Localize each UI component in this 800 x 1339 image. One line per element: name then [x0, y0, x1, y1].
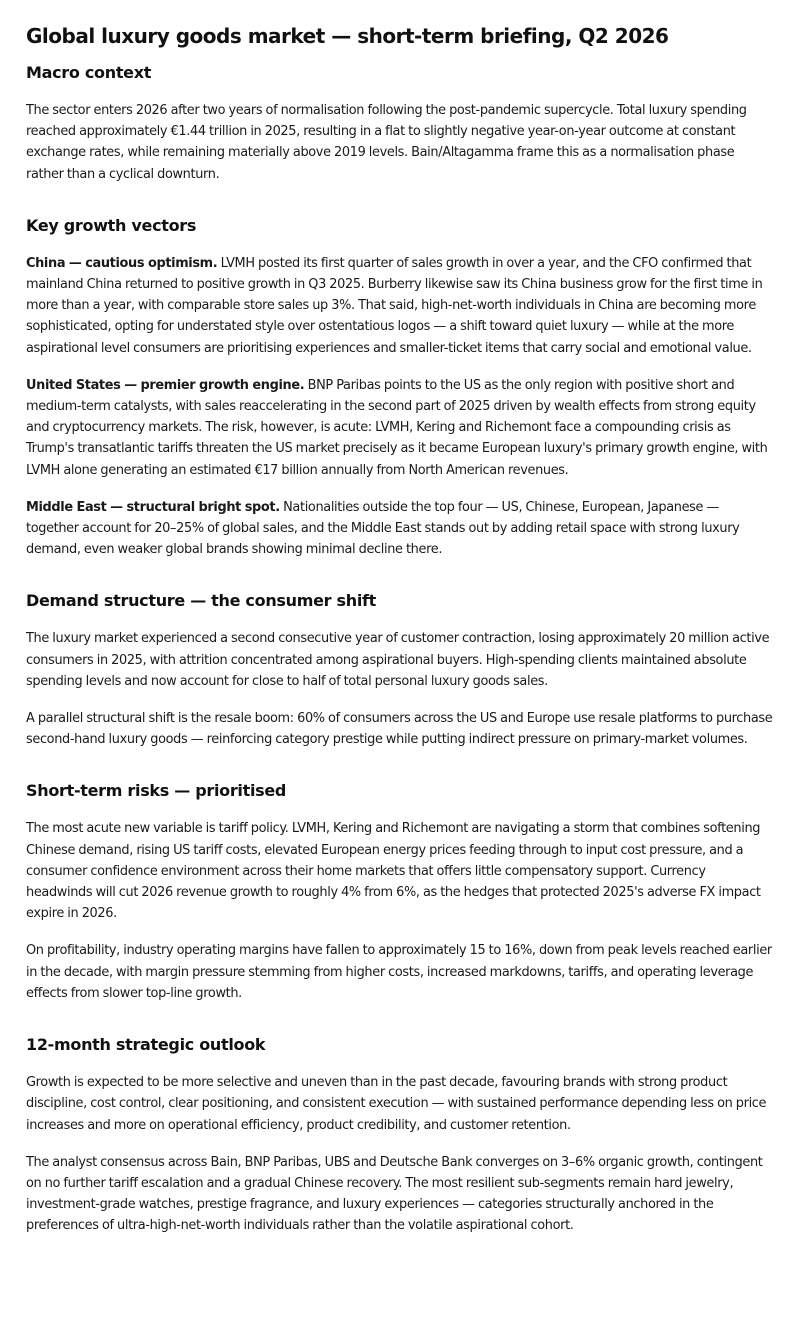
- section-heading-demand: Demand structure — the consumer shift: [26, 591, 377, 611]
- section-spacer: [26, 201, 774, 215]
- section-heading-outlook: 12-month strategic outlook: [26, 1035, 266, 1055]
- section-spacer: [26, 1020, 774, 1034]
- outlook-paragraph-2: The analyst consensus across Bain, BNP Paribas, UBS and Deutsche Bank converges on 3–6% organic growth, contingent on no further tariff escalation and a gradual Chinese recovery. The most resilient sub-segments remain hard jewelry, investment-grade watches, prestige fragrance, and luxury experiences — categories structurally anchored in the preferences of ultra-high-net-worth individuals rather than the volatile aspirational cohort.: [26, 1154, 763, 1234]
- us-lead: United States — premier growth engine.: [26, 377, 305, 393]
- section-spacer: [26, 766, 774, 780]
- section-heading-macro: Macro context: [26, 63, 152, 82]
- section-growth-vectors: [26, 215, 774, 561]
- section-macro-context: [26, 62, 774, 185]
- risks-paragraph-1: The most acute new variable is tariff policy. LVMH, Kering and Richemont are navigating a storm that combines softening Chinese demand, rising US tariff costs, elevated European energy prices feeding through to input cost pressure, and a consumer confidence environment across their home markets that offers little compensatory support. Currency headwinds will cut 2026 revenue growth to roughly 4% from 6%, as the hedges that protected 2025's adverse FX impact expire in 2026.: [26, 821, 761, 922]
- risks-paragraph-2: On profitability, industry operating margins have fallen to approximately 15 to 16%, down from peak levels reached earlier in the decade, with margin pressure stemming from higher costs, increased markdowns, tariffs, and operating leverage effects from slower top-line growth.: [26, 943, 772, 1001]
- growth-paragraph-china: [26, 253, 774, 359]
- demand-paragraph-1: The luxury market experienced a second consecutive year of customer contraction, losing approximately 20 million active consumers in 2025, with attrition concentrated among aspirational buyers. High-spending clients maintained absolute spending levels and now account for close to half of total personal luxury goods sales.: [26, 631, 770, 689]
- section-strategic-outlook: [26, 1034, 774, 1236]
- middle-east-lead: Middle East — structural bright spot.: [26, 499, 280, 515]
- macro-paragraph: The sector enters 2026 after two years of normalisation following the post-pandemic supercycle. Total luxury spending reached approximately €1.44 trillion in 2025, resulting in a flat to slightly negative year-on-year outcome at constant exchange rates, while remaining materially above 2019 levels. Bain/Altagamma frame this as a normalisation phase rather than a cyclical downturn.: [26, 103, 747, 182]
- outlook-paragraph-1: Growth is expected to be more selective and uneven than in the past decade, favouring brands with strong product discipline, cost control, clear positioning, and consistent execution — with sustained performance depending less on price increases and more on operational efficiency, product credibility, and customer retention.: [26, 1075, 767, 1133]
- section-spacer: [26, 576, 774, 590]
- section-short-term-risks: [26, 780, 774, 1004]
- section-demand-structure: [26, 590, 774, 750]
- growth-paragraph-us: [26, 375, 774, 481]
- china-lead: China — cautious optimism.: [26, 255, 218, 271]
- growth-paragraph-middle-east: [26, 497, 774, 561]
- middle-east-text: Nationalities outside the top four — US, Chinese, European, Japanese — together account for 20–25% of global sales, and the Middle East stands out by adding retail space with strong luxury demand, even weaker global brands showing minimal decline there.: [26, 499, 740, 558]
- demand-paragraph-2: A parallel structural shift is the resale boom: 60% of consumers across the US and Europe use resale platforms to purchase second-hand luxury goods — reinforcing category prestige while putting indirect pressure on primary-market volumes.: [26, 711, 773, 748]
- us-text: BNP Paribas points to the US as the only region with positive short and medium-term catalysts, with sales reaccelerating in the second part of 2025 driven by wealth effects from strong equity and cryptocurrency markets. The risk, however, is acute: LVMH, Kering and Richemont face a compounding crisis as Trump's transatlantic tariffs threaten the US market precisely as it became European luxury's primary growth engine, with LVMH alone generating an estimated €17 billion annually from North American revenues.: [26, 377, 768, 478]
- section-heading-growth: Key growth vectors: [26, 215, 197, 235]
- section-heading-risks: Short-term risks — prioritised: [26, 781, 287, 801]
- page-title: Global luxury goods market — short-term briefing, Q2 2026: [26, 24, 669, 48]
- china-text: LVMH posted its first quarter of sales growth in over a year, and the CFO confirmed that mainland China returned to positive growth in Q3 2025. Burberry likewise saw its China business grow for the first time in more than a year, with comparable store sales up 3%. That said, high-net-worth individuals in China are becoming more sophisticated, opting for understated style over ostentatious logos — a shift toward quiet luxury — while at the more aspirational level consumers are prioritising experiences and smaller-ticket items that carry social and emotional value.: [26, 255, 763, 356]
